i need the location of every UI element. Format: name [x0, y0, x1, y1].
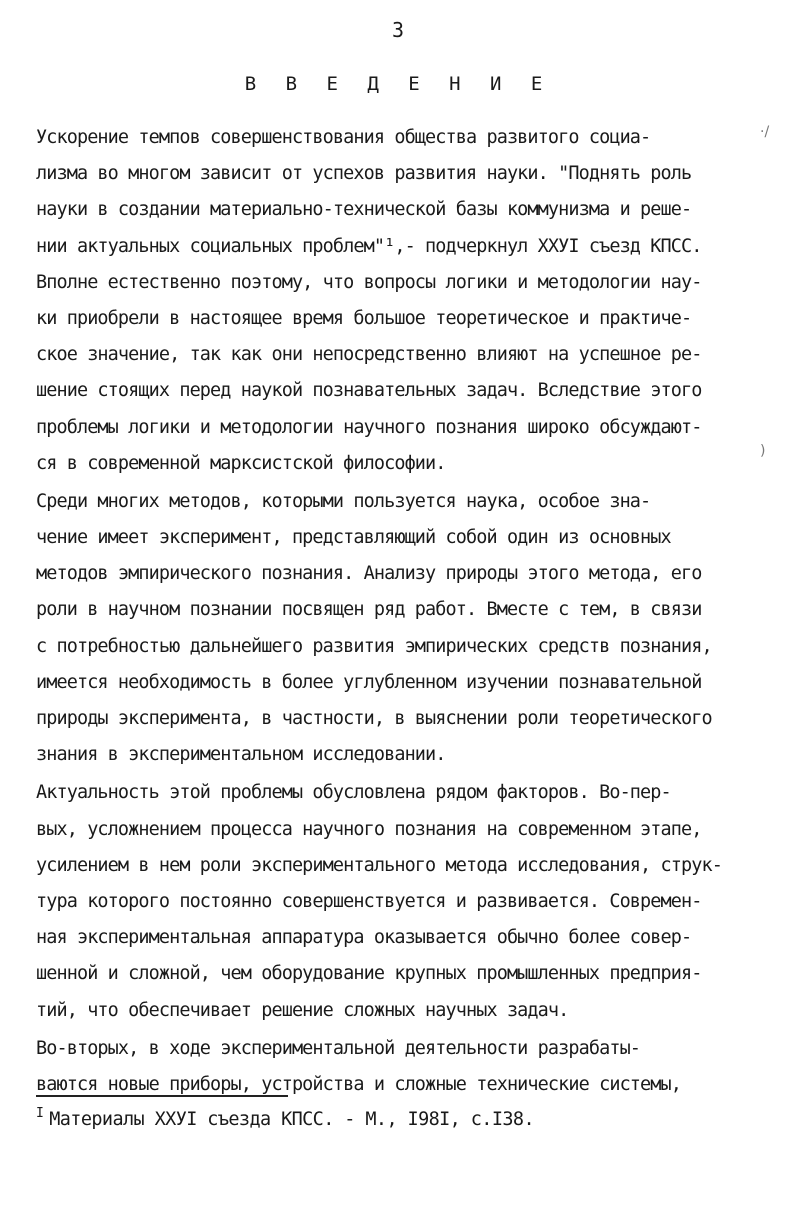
text-line: тура которого постоянно совершенствуется и развивается. Современ-	[36, 890, 702, 912]
text-line: чение имеет эксперимент, представляющий собой один из основных	[36, 527, 671, 549]
text-line: Ускорение темпов совершенствования общества развитого социа-	[36, 127, 651, 148]
text-line: лизма во многом зависит от успехов развития науки. "Поднять роль	[36, 163, 692, 185]
section-title: В В Е Д Е Н И Е	[244, 73, 552, 95]
text-line: Актуальность этой проблемы обусловлена рядом факторов. Во-пер-	[36, 782, 671, 804]
text-line: природы эксперимента, в частности, в выяснении роли теоретического	[36, 708, 712, 729]
text-line: Во-вторых, в ходе экспериментальной деятельности разрабаты-	[36, 1037, 641, 1059]
text-line: проблемы логики и методологии научного познания широко обсуждают-	[36, 416, 702, 438]
text-line: с потребностью дальнейшего развития эмпирических средств познания,	[36, 635, 712, 657]
footnote-text: Материалы ХХУI съезда КПСС. - М., I98I, с.I38.	[49, 1109, 534, 1130]
text-line: шенной и сложной, чем оборудование крупных промышленных предприя-	[36, 963, 702, 985]
text-line: ваются новые приборы, устройства и сложные технические системы,	[36, 1073, 681, 1095]
text-line: ная экспериментальная аппаратура оказывается обычно более совер-	[36, 927, 692, 949]
text-line: методов эмпирического познания. Анализу природы этого метода, его	[36, 563, 702, 585]
text-line: тий, что обеспечивает решение сложных научных задач.	[36, 999, 569, 1021]
margin-mark-icon: )	[760, 443, 766, 459]
margin-mark-icon: ·/	[760, 124, 770, 140]
text-line: науки в создании материально-технической базы коммунизма и реше-	[36, 199, 692, 221]
text-line: Среди многих методов, которыми пользуется наука, особое зна-	[36, 490, 651, 512]
text-line: ки приобрели в настоящее время большое теоретическое и практиче-	[36, 307, 692, 329]
footnote-rule	[36, 1095, 288, 1097]
text-line: вых, усложнением процесса научного познания на современном этапе,	[36, 818, 702, 840]
text-line: Вполне естественно поэтому, что вопросы логики и методологии нау-	[36, 271, 702, 293]
text-line: знания в экспериментальном исследовании.	[36, 744, 446, 766]
text-line: ское значение, так как они непосредственно влияют на успешное ре-	[36, 344, 702, 366]
text-line: роли в научном познании посвящен ряд работ. Вместе с тем, в связи	[36, 599, 702, 621]
text-line: ся в современной марксистской философии.	[36, 452, 446, 474]
text-line: имеется необходимость в более углубленном изучении познавательной	[36, 671, 702, 693]
body-text	[36, 120, 766, 1103]
text-line: усилением в нем роли экспериментального метода исследования, струк-	[36, 854, 722, 876]
page-number: 3	[391, 18, 405, 42]
text-line: нии актуальных социальных проблем"¹,- подчеркнул ХХУI съезд КПСС.	[36, 235, 702, 257]
text-line: шение стоящих перед наукой познавательных задач. Вследствие этого	[36, 380, 702, 402]
footnote	[36, 1106, 534, 1130]
footnote-marker: I	[36, 1106, 44, 1121]
